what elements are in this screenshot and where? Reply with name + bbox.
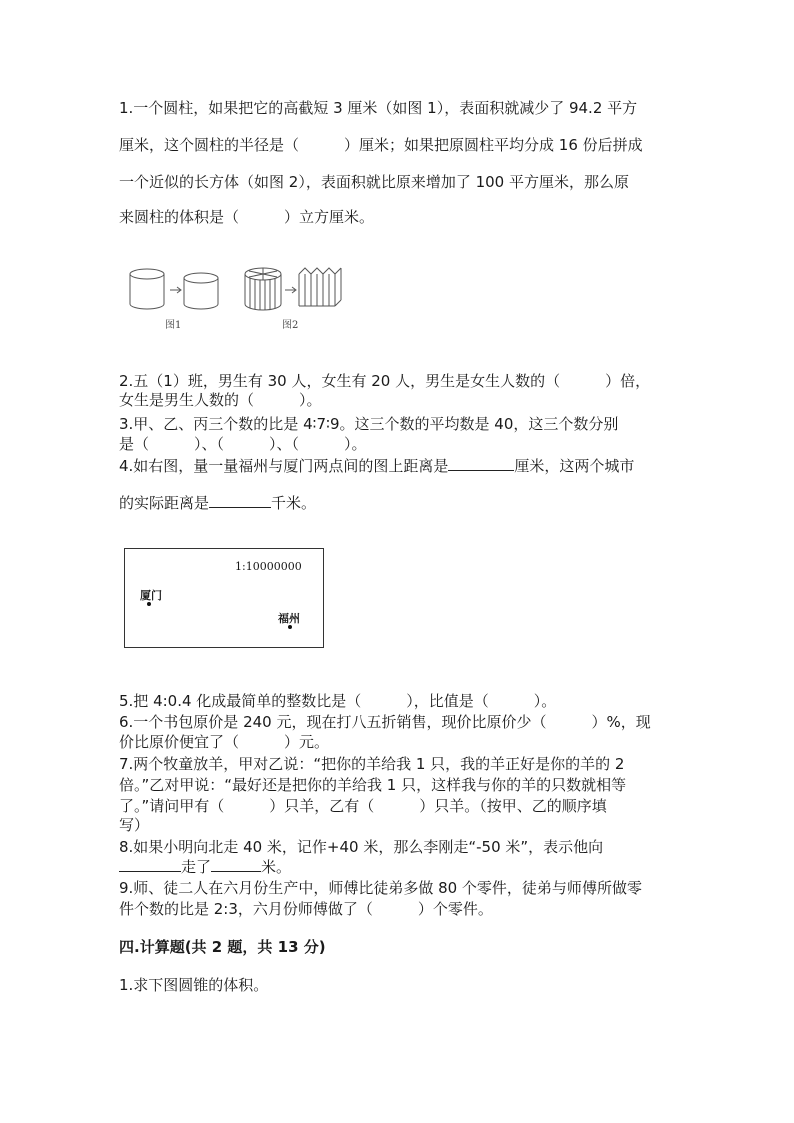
map-scale: 1:10000000 bbox=[235, 560, 302, 573]
q8-blank-distance[interactable] bbox=[211, 857, 261, 872]
map-box bbox=[124, 548, 324, 648]
q4-blank-map-distance[interactable] bbox=[448, 456, 514, 471]
q6-line2: 价比原价便宜了（ ）元。 bbox=[119, 733, 330, 751]
city-label-xiamen: 厦门 bbox=[140, 589, 162, 602]
q7-line2: 倍。”乙对甲说：“最好还是把你的羊给我 1 只，这样我与你的羊的只数就相等 bbox=[119, 776, 627, 794]
city-dot-xiamen bbox=[147, 602, 151, 606]
city-dot-fuzhou bbox=[288, 625, 292, 629]
q7-line1: 7.两个牧童放羊，甲对乙说：“把你的羊给我 1 只，我的羊正好是你的羊的 2 bbox=[119, 755, 625, 773]
q1-line3: 一个近似的长方体（如图 2），表面积就比原来增加了 100 平方厘米，那么原 bbox=[119, 173, 629, 191]
q3-line1: 3.甲、乙、丙三个数的比是 4∶7∶9。这三个数的平均数是 40，这三个数分别 bbox=[119, 415, 619, 433]
fig2-label: 图2 bbox=[282, 320, 299, 331]
q2-line1: 2.五（1）班，男生有 30 人，女生有 20 人，男生是女生人数的（ ）倍， bbox=[119, 372, 651, 390]
q4-line1 bbox=[119, 456, 634, 476]
q8-line2-text-b: 米。 bbox=[261, 858, 292, 876]
city-label-fuzhou: 福州 bbox=[278, 612, 300, 625]
cylinder-figures bbox=[125, 262, 345, 332]
q8-blank-direction[interactable] bbox=[119, 857, 181, 872]
q9-line1: 9.师、徒二人在六月份生产中，师傅比徒弟多做 80 个零件，徒弟与师傅所做零 bbox=[119, 879, 642, 897]
section4-q1: 1.求下图圆锥的体积。 bbox=[119, 976, 269, 994]
q8-line2-text-a: 走了 bbox=[181, 858, 212, 876]
q4-line1-text-a: 4.如右图，量一量福州与厦门两点间的图上距离是 bbox=[119, 457, 449, 475]
q1-line2: 厘米，这个圆柱的半径是（ ）厘米；如果把原圆柱平均分成 16 份后拼成 bbox=[119, 136, 643, 154]
q4-blank-actual-distance[interactable] bbox=[209, 493, 271, 508]
q7-line4: 写） bbox=[119, 816, 150, 834]
q8-line1: 8.如果小明向北走 40 米，记作+40 米，那么李刚走“-50 米”，表示他向 bbox=[119, 838, 604, 856]
q6-line1: 6.一个书包原价是 240 元，现在打八五折销售，现价比原价少（ ）%，现 bbox=[119, 713, 651, 731]
q3-line2: 是（ ）、（ ）、（ ）。 bbox=[119, 435, 367, 453]
q4-line1-text-b: 厘米，这两个城市 bbox=[514, 457, 635, 475]
q4-line2 bbox=[119, 493, 316, 513]
q4-line2-text-b: 千米。 bbox=[271, 494, 317, 512]
q8-line2 bbox=[119, 857, 291, 877]
q2-line2: 女生是男生人数的（ ）。 bbox=[119, 391, 322, 409]
cylinder-diagram-svg bbox=[125, 262, 345, 332]
section4-heading: 四.计算题(共 2 题，共 13 分) bbox=[119, 938, 326, 956]
q1-line1: 1.一个圆柱，如果把它的高截短 3 厘米（如图 1），表面积就减少了 94.2 平方 bbox=[119, 99, 638, 117]
q4-line2-text-a: 的实际距离是 bbox=[119, 494, 210, 512]
q7-line3: 了。”请问甲有（ ）只羊，乙有（ ）只羊。（按甲、乙的顺序填 bbox=[119, 797, 607, 815]
q5-line1: 5.把 4:0.4 化成最简单的整数比是（ ），比值是（ ）。 bbox=[119, 692, 557, 710]
q1-line4: 来圆柱的体积是（ ）立方厘米。 bbox=[119, 208, 375, 226]
q9-line2: 件个数的比是 2:3，六月份师傅做了（ ）个零件。 bbox=[119, 900, 493, 918]
fig1-label: 图1 bbox=[165, 320, 182, 331]
